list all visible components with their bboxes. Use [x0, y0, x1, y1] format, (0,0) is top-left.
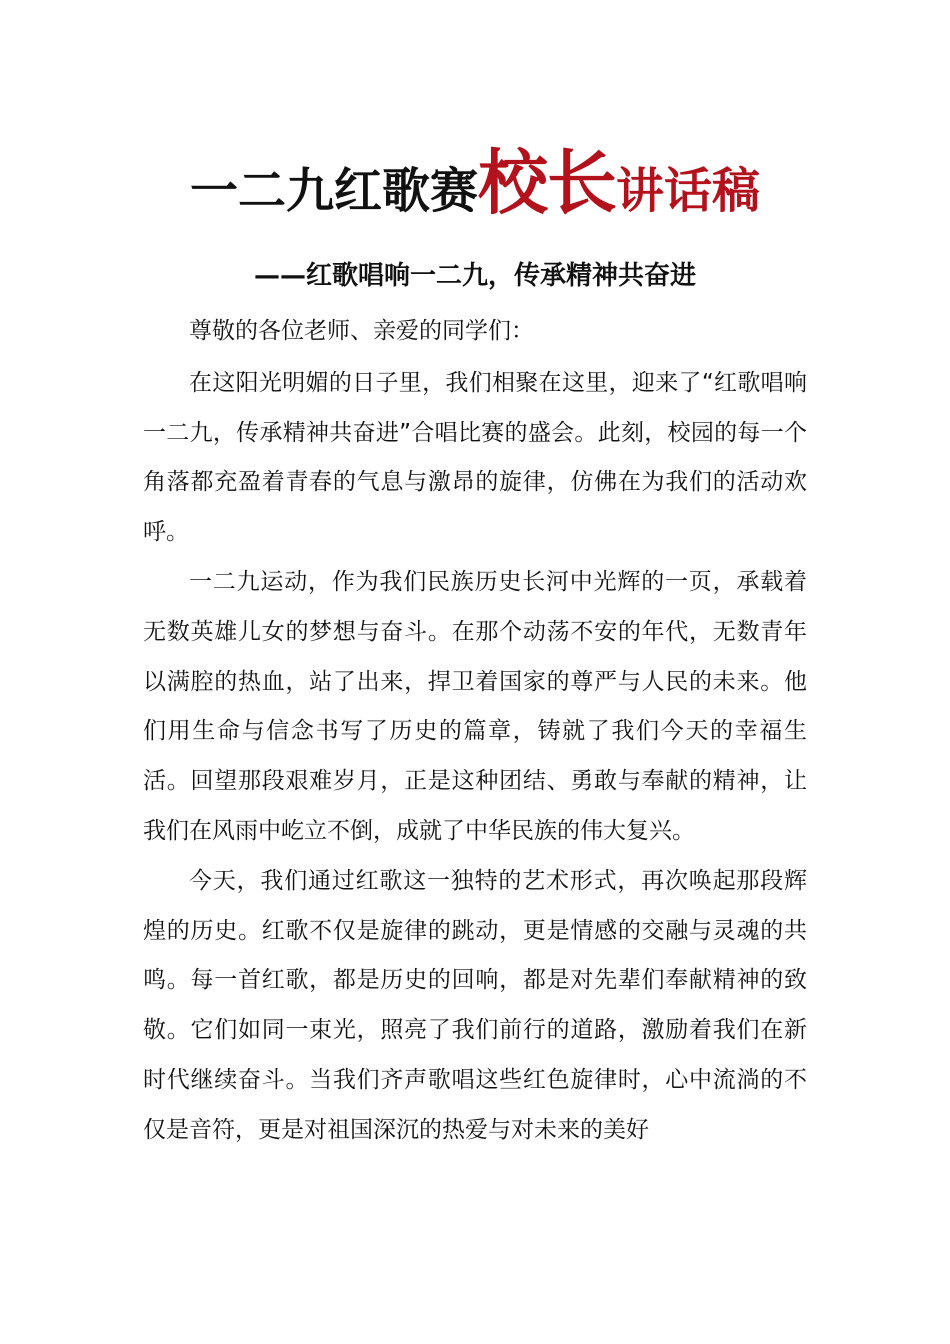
title-part-black: 一二九红歌赛	[189, 163, 478, 219]
paragraph-2: 一二九运动，作为我们民族历史长河中光辉的一页，承载着无数英雄儿女的梦想与奋斗。在那个动荡不安的年代，无数青年以满腔的热血，站了出来，捍卫着国家的尊严与人民的未来。他们用生命与信念书写了历史的篇章，铸就了我们今天的幸福生活。回望那段艰难岁月，正是这种团结、勇敢与奉献的精神，让我们在风雨中屹立不倒，成就了中华民族的伟大复兴。	[143, 568, 807, 844]
document-subtitle: ——红歌唱响一二九，传承精神共奋进	[253, 261, 696, 291]
title-part-red: 讲话稿	[616, 163, 761, 219]
document-title	[0, 142, 950, 224]
paragraph-1: 在这阳光明媚的日子里，我们相聚在这里，迎来了“红歌唱响一二九，传承精神共奋进”合唱比赛的盛会。此刻，校园的每一个角落都充盈着青春的气息与激昂的旋律，仿佛在为我们的活动欢呼。	[143, 369, 807, 546]
title-part-red-large: 校长	[478, 142, 616, 224]
paragraph-3: 今天，我们通过红歌这一独特的艺术形式，再次唤起那段辉煌的历史。红歌不仅是旋律的跳动，更是情感的交融与灵魂的共鸣。每一首红歌，都是历史的回响，都是对先辈们奉献精神的致敬。它们如同一束光，照亮了我们前行的道路，激励着我们在新时代继续奋斗。当我们齐声歌唱这些红色旋律时，心中流淌的不仅是音符，更是对祖国深沉的热爱与对未来的美好	[143, 867, 807, 1143]
document-body	[143, 307, 807, 1156]
salutation: 尊敬的各位老师、亲爱的同学们：	[189, 318, 534, 344]
